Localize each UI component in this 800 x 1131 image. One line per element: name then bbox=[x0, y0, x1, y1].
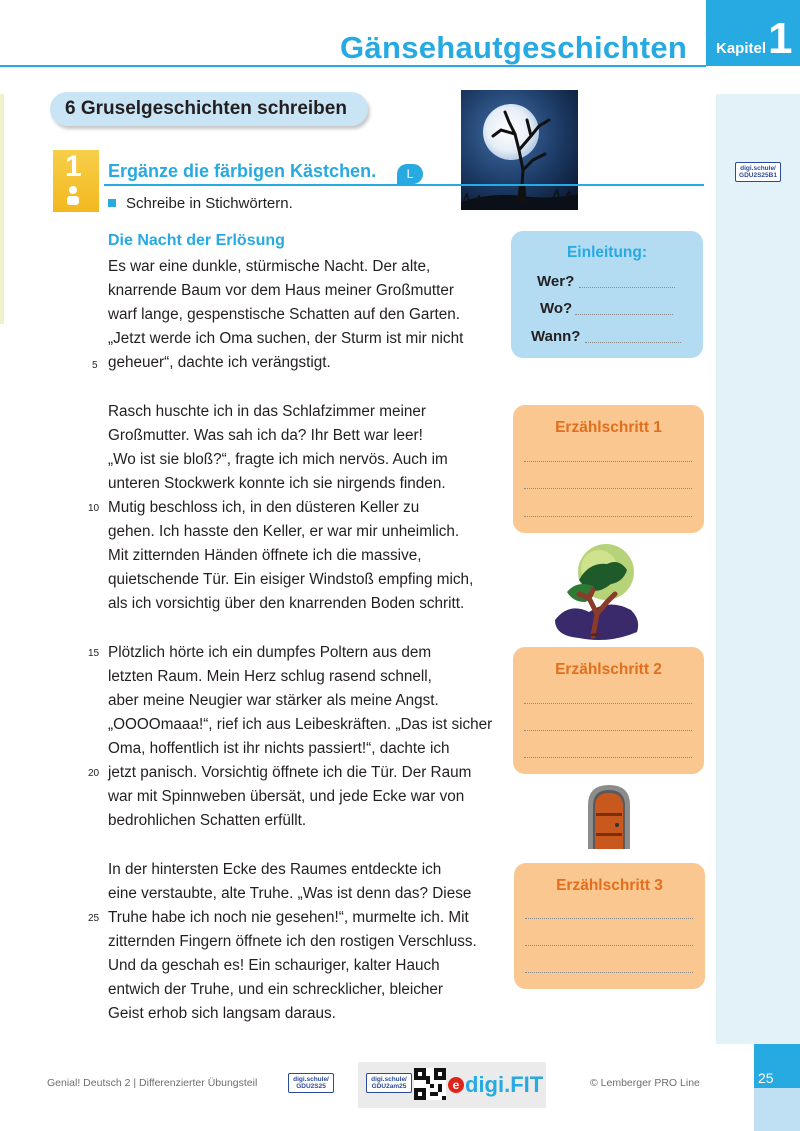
gnarled-tree-image bbox=[549, 540, 643, 642]
story-line: Geist erhob sich langsam daraus. bbox=[108, 1005, 336, 1022]
story-line: Es war eine dunkle, stürmische Nacht. Der alte, bbox=[108, 258, 431, 275]
bullet-square-icon bbox=[108, 199, 116, 207]
copyright: © Lemberger PRO Line bbox=[590, 1077, 700, 1089]
erzaehlschritt-2-title: Erzählschritt 2 bbox=[555, 661, 662, 678]
story-line: als ich vorsichtig über den knarrenden Boden schritt. bbox=[108, 595, 465, 612]
digi-tag-line2: GDU2S25 bbox=[296, 1083, 326, 1090]
answer-line[interactable] bbox=[524, 757, 692, 758]
chapter-title: Gänsehautgeschichten bbox=[340, 30, 688, 65]
question-where: Wo? bbox=[540, 300, 573, 317]
digifit-logo[interactable] bbox=[448, 1072, 543, 1098]
night-moon-tree-image bbox=[461, 90, 578, 210]
story-title: Die Nacht der Erlösung bbox=[108, 232, 285, 249]
answer-line[interactable] bbox=[524, 488, 692, 489]
story-line: „Wo ist sie bloß?“, fragte ich mich nervös. Auch im bbox=[108, 451, 448, 468]
story-line: knarrende Baum vor dem Haus meiner Großmutter bbox=[108, 282, 455, 299]
story-line: „OOOOmaaa!“, rief ich aus Leibeskräften. „Das ist sicher bbox=[108, 716, 493, 733]
chapter-label: Kapitel bbox=[716, 40, 767, 57]
answer-line[interactable] bbox=[525, 945, 693, 946]
door-illustration bbox=[586, 783, 632, 849]
question-who: Wer? bbox=[537, 273, 575, 290]
digifit-e-icon: e bbox=[448, 1077, 464, 1093]
story-line: Plötzlich hörte ich ein dumpfes Poltern aus dem bbox=[108, 644, 432, 661]
story-line: unteren Stockwerk konnte ich sie nirgends finden. bbox=[108, 475, 446, 492]
question-when: Wann? bbox=[531, 328, 581, 345]
story-line: gehen. Ich hasste den Keller, er war mir unheimlich. bbox=[108, 523, 460, 540]
margin-column bbox=[716, 94, 800, 1044]
story-line: In der hintersten Ecke des Raumes entdeckte ich bbox=[108, 861, 442, 878]
chapter-number: 1 bbox=[768, 14, 793, 63]
task-number: 1 bbox=[65, 150, 82, 183]
person-icon bbox=[67, 186, 79, 208]
digi-tag-line1: digi.schule/ bbox=[293, 1076, 329, 1083]
story-line: letzten Raum. Mein Herz schlug rasend schnell, bbox=[108, 668, 432, 685]
answer-line-where[interactable] bbox=[575, 314, 673, 315]
left-margin-strip bbox=[0, 94, 4, 324]
answer-line[interactable] bbox=[525, 918, 693, 919]
line-number: 10 bbox=[88, 503, 100, 514]
digifit-label: digi.FIT bbox=[465, 1072, 544, 1097]
erzaehlschritt-3-title: Erzählschritt 3 bbox=[556, 877, 663, 894]
solution-badge: L bbox=[397, 164, 423, 184]
answer-line[interactable] bbox=[525, 972, 693, 973]
answer-line-who[interactable] bbox=[579, 287, 675, 288]
story-line: bedrohlichen Schatten erfüllt. bbox=[108, 812, 307, 829]
story-line: Mutig beschloss ich, in den düsteren Keller zu bbox=[108, 499, 420, 516]
line-number: 5 bbox=[92, 360, 98, 371]
cellar-door-image bbox=[586, 783, 632, 849]
digi-schule-tag-side[interactable] bbox=[735, 162, 781, 182]
story-line: „Jetzt werde ich Oma suchen, der Sturm ist mir nicht bbox=[108, 330, 464, 347]
answer-line[interactable] bbox=[524, 461, 692, 462]
digi-tag-line2: GDU2am25 bbox=[371, 1083, 407, 1090]
story-line: quietschende Tür. Ein eisiger Windstoß empfing mich, bbox=[108, 571, 474, 588]
answer-line[interactable] bbox=[524, 703, 692, 704]
erzaehlschritt-3-box bbox=[514, 863, 705, 989]
answer-line[interactable] bbox=[524, 730, 692, 731]
moon-tree-illustration bbox=[461, 90, 578, 210]
digi-schule-tag-footer[interactable] bbox=[288, 1073, 334, 1093]
erzaehlschritt-1-title: Erzählschritt 1 bbox=[555, 419, 662, 436]
task-title: Ergänze die färbigen Kästchen. bbox=[108, 161, 377, 181]
page-number: 25 bbox=[758, 1070, 774, 1086]
chapter-badge bbox=[706, 0, 800, 66]
tree-illustration bbox=[549, 540, 643, 642]
answer-line-when[interactable] bbox=[585, 342, 681, 343]
digi-tag-line1: digi.schule/ bbox=[371, 1076, 407, 1083]
digi-tag-line2: GDU2S25B1 bbox=[739, 172, 777, 179]
story-line: Großmutter. Was sah ich da? Ihr Bett war leer! bbox=[108, 427, 423, 444]
header-rule bbox=[0, 65, 706, 67]
story-line: entwich der Truhe, und ein schrecklicher, bleicher bbox=[108, 981, 444, 998]
story-line: war mit Spinnweben übersät, und jede Ecke war von bbox=[108, 788, 465, 805]
story-line: aber meine Neugier war stärker als meine Angst. bbox=[108, 692, 439, 709]
story-line: geheuer“, dachte ich verängstigt. bbox=[108, 354, 331, 371]
answer-line[interactable] bbox=[524, 516, 692, 517]
task-rule bbox=[104, 184, 704, 186]
line-number: 20 bbox=[88, 768, 100, 779]
story-line: Oma, hoffentlich ist ihr nichts passiert!“, dachte ich bbox=[108, 740, 450, 757]
digi-schule-tag-digifit[interactable] bbox=[366, 1073, 412, 1093]
story-line: warf lange, gespenstische Schatten auf den Garten. bbox=[108, 306, 461, 323]
story-line: Rasch huschte ich in das Schlafzimmer meiner bbox=[108, 403, 426, 420]
task-instruction: Schreibe in Stichwörtern. bbox=[126, 195, 293, 212]
story-line: Und da geschah es! Ein schauriger, kalter Hauch bbox=[108, 957, 440, 974]
section-heading: 6 Gruselgeschichten schreiben bbox=[50, 92, 368, 126]
story-line: jetzt panisch. Vorsichtig öffnete ich die Tür. Der Raum bbox=[108, 764, 472, 781]
story-line: zitternden Fingern öffnete ich den rostigen Verschluss. bbox=[108, 933, 477, 950]
line-number: 25 bbox=[88, 913, 100, 924]
digi-tag-line1: digi.schule/ bbox=[740, 165, 776, 172]
page-number-box-lower bbox=[754, 1088, 800, 1131]
story-line: Mit zitternden Händen öffnete ich die massive, bbox=[108, 547, 422, 564]
task-number-box bbox=[53, 150, 99, 212]
qr-code-icon[interactable] bbox=[414, 1068, 446, 1100]
einleitung-box bbox=[511, 231, 703, 358]
einleitung-title: Einleitung: bbox=[566, 244, 648, 261]
erzaehlschritt-2-box bbox=[513, 647, 704, 774]
qr-code-graphic bbox=[414, 1068, 446, 1100]
story-line: Truhe habe ich noch nie gesehen!“, murmelte ich. Mit bbox=[108, 909, 469, 926]
line-number: 15 bbox=[88, 648, 100, 659]
book-title-footer: Genial! Deutsch 2 | Differenzierter Übungsteil bbox=[47, 1077, 258, 1089]
erzaehlschritt-1-box bbox=[513, 405, 704, 533]
story-line: eine verstaubte, alte Truhe. „Was ist denn das? Diese bbox=[108, 885, 472, 902]
